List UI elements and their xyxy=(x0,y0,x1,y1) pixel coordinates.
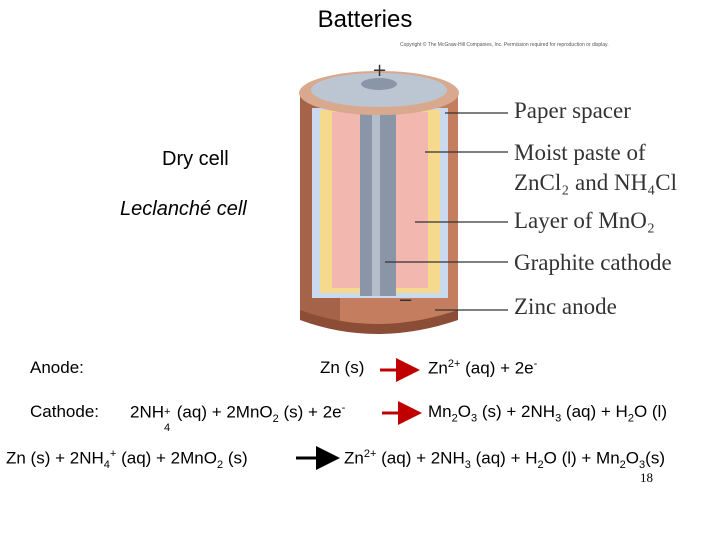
minus-sign: − xyxy=(398,290,414,311)
anode-product: $Zn^{2+}$ (aq) + 2e- xyxy=(428,358,538,378)
label-zinc-anode: Zinc anode xyxy=(514,294,617,319)
overall-products: $Zn^{2+}$ $(aq) + 2NH_3$ $(aq) + H_2O$ $(l) + Mn_2O_3(s)$ xyxy=(344,448,665,472)
cathode-label: Cathode: xyxy=(30,402,99,421)
subtitle-leclanche-cell: Leclanché cell xyxy=(120,198,247,220)
subtitle-dry-cell: Dry cell xyxy=(162,148,229,170)
anode-label: Anode: xyxy=(30,358,84,377)
cathode-reactants: 2NH + 4 (aq) + 2MnO$_2$ (s) + 2e- xyxy=(130,402,346,434)
overall-reactants: Zn $(s) + 2NH_4^+$ (aq) + 2MnO$_2$ (s) xyxy=(6,448,248,472)
anode-reactant: Zn (s) xyxy=(320,358,365,377)
label-graphite-cathode: Graphite cathode xyxy=(514,250,672,275)
label-paper-spacer: Paper spacer xyxy=(514,98,631,123)
label-layer-mno2: Layer of MnO₂ xyxy=(514,208,655,233)
copyright-notice: Copyright © The McGraw-Hill Companies, Inc. Permission required for reproduction or display. xyxy=(400,42,609,48)
plus-sign: + xyxy=(372,60,388,81)
page-number: 18 xyxy=(640,470,653,485)
cathode-products: $Mn_2O_3$ $(s) + 2NH_3$ $(aq) + H_2O$ (l) xyxy=(428,402,667,425)
slide-title: Batteries xyxy=(317,6,413,33)
label-moist-paste-2: ZnCl₂ and NH₄Cl xyxy=(514,170,677,195)
label-moist-paste-1: Moist paste of xyxy=(514,140,646,165)
